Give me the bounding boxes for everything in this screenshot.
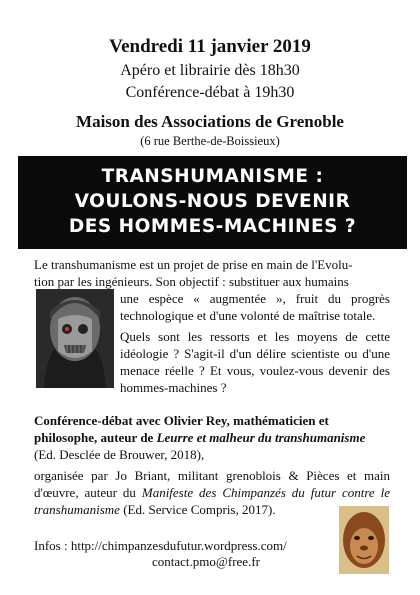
organizers-publisher: (Ed. Service Compris, 2017). xyxy=(119,502,276,517)
banner-line-2: VOULONS-NOUS DEVENIR xyxy=(74,191,351,212)
title-banner xyxy=(18,156,407,249)
event-date: Vendredi 11 janvier 2019 xyxy=(109,36,311,57)
talk-lead: Conférence-débat avec Olivier Rey, mathématicien et philosophe, auteur de xyxy=(34,413,329,445)
banner-line-1: TRANSHUMANISME : xyxy=(101,166,324,187)
organizers-lead: organisée par Jo Briant, militant grenoblois & Pièces et main d'œuvre, auteur du xyxy=(34,468,390,500)
intro-line-1: Le transhumanisme est un projet de prise en main de l'Evolu- xyxy=(34,257,353,272)
infos-url: Infos : http://chimpanzesdufutur.wordpress.com/ xyxy=(34,538,287,553)
talk-publisher: (Ed. Desclée de Brouwer, 2018), xyxy=(34,447,205,462)
venue-address: (6 rue Berthe-de-Boissieux) xyxy=(140,134,280,148)
organizers-book-title: Manifeste des Chimpanzés du futur contre le transhumanisme xyxy=(34,485,390,517)
talk-book-title: Leurre et malheur du transhumanisme xyxy=(156,430,366,445)
chimpanzee-image xyxy=(339,506,389,574)
contact-email: contact.pmo@free.fr xyxy=(152,554,260,569)
intro-paragraph-top xyxy=(34,256,390,290)
banner-line-3: DES HOMMES-MACHINES ? xyxy=(68,216,357,237)
robot-face-image xyxy=(36,289,114,388)
conference-time: Conférence-débat à 19h30 xyxy=(125,84,295,101)
talk-paragraph xyxy=(34,412,390,463)
question-paragraph: Quels sont les ressorts et les moyens de cette idéologie ? S'agit-il d'un délire scientiste ou d'une menace réelle ? Et vous, voulez-vous devenir des hommes-machines ? xyxy=(120,329,390,395)
organizers-paragraph xyxy=(34,467,390,518)
intro-paragraph-rest: une espèce « augmentée », fruit du progrès technologique et d'une volonté de maîtrise totale. xyxy=(120,291,390,323)
apero-time: Apéro et librairie dès 18h30 xyxy=(120,62,300,79)
intro-line-2: tion par les ingénieurs. Son objectif : substituer aux humains xyxy=(34,274,349,289)
venue-name: Maison des Associations de Grenoble xyxy=(76,112,344,131)
